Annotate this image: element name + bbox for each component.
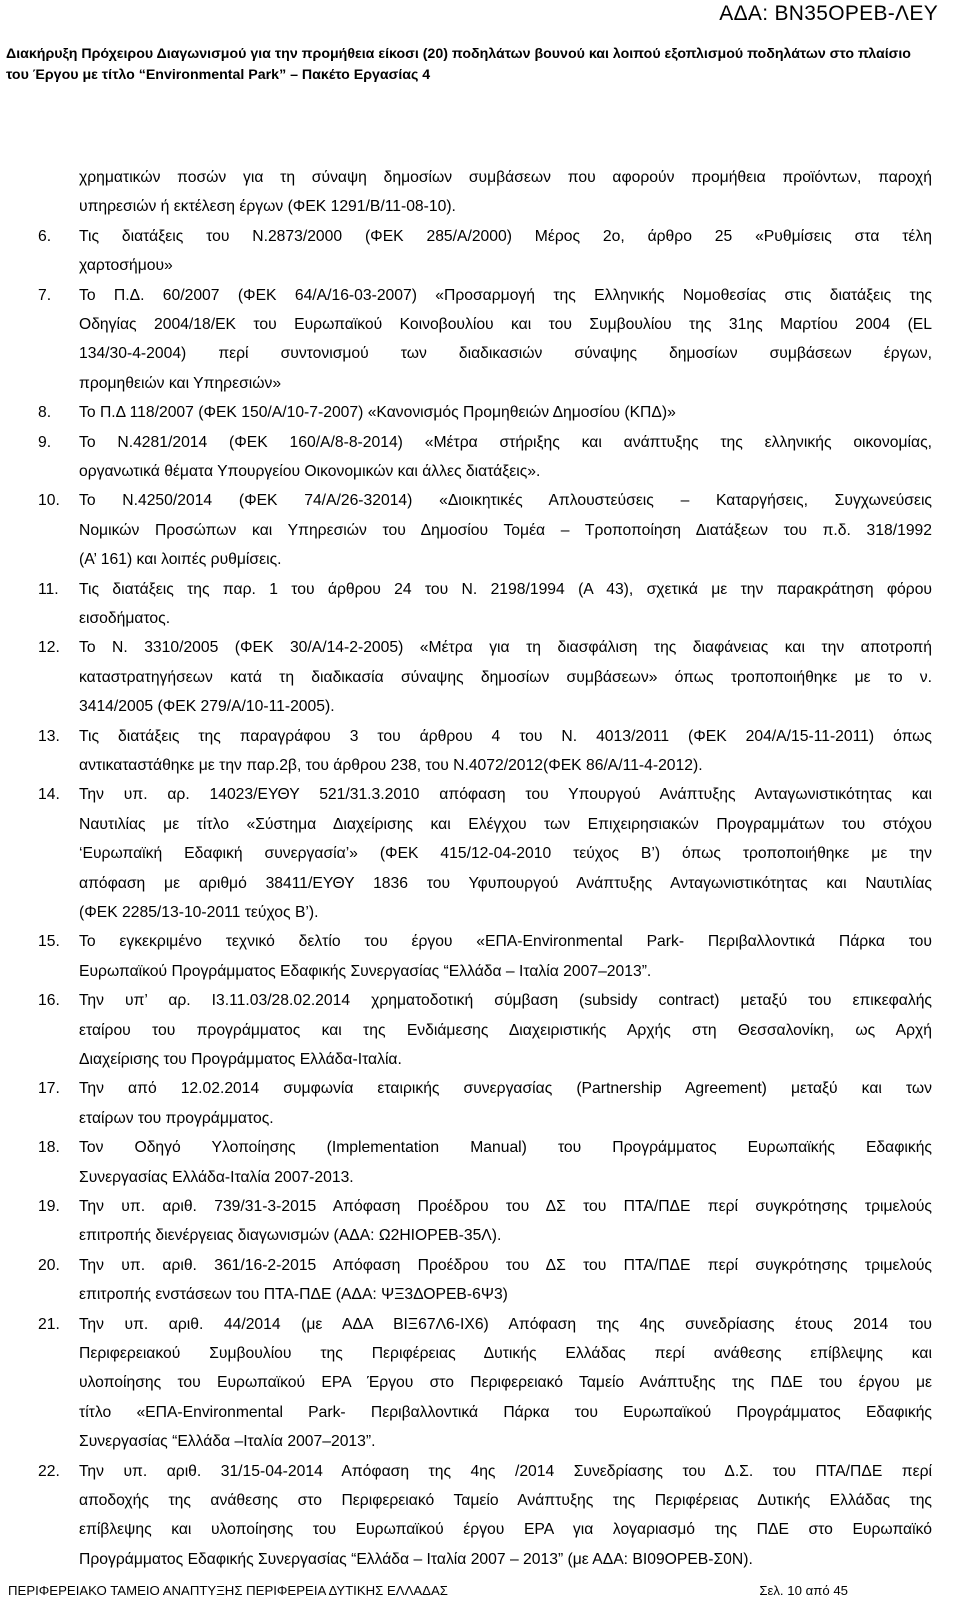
list-item-line: απόφαση με αριθμό 38411/ΕΥΘΥ 1836 του Υφυπουργού Ανάπτυξης Ανταγωνιστικότητας και Ναυτιλίας: [79, 874, 932, 892]
list-item-line: Την υπ. αρ. 14023/ΕΥΘΥ 521/31.3.2010 απόφαση του Υπουργού Ανάπτυξης Ανταγωνιστικότητας και: [79, 786, 932, 804]
list-item: [79, 1133, 932, 1192]
list-item-number: 16.: [38, 992, 60, 1010]
list-item-number: 7.: [38, 286, 52, 304]
list-item: [79, 1192, 932, 1251]
list-item-line: 134/30-4-2004) περί συντονισμού των διαδικασιών σύναψης δημοσίων συμβάσεων έργων,: [79, 345, 932, 363]
list-item-line: Τις διατάξεις της παρ. 1 του άρθρου 24 του Ν. 2198/1994 (Α 43), σχετικά με την παρακράτηση φόρου: [79, 580, 932, 598]
list-item-line: Οδηγίας 2004/18/ΕΚ του Ευρωπαϊκού Κοινοβουλίου και του Συμβουλίου της 31ης Μαρτίου 2004 (EL: [79, 315, 932, 333]
list-item: [79, 575, 932, 634]
list-item-line: Νομικών Προσώπων και Υπηρεσιών του Δημοσίου Τομέα – Τροποποίηση Διατάξεων του π.δ. 318/1992: [79, 521, 932, 539]
list-item-number: 9.: [38, 433, 52, 451]
list-item-number: 22.: [38, 1462, 60, 1480]
list-item-line: επίβλεψης και υλοποίησης του Ευρωπαϊκού έργου ΕΡΑ για λογαριασμό της ΠΔΕ στο Ευρωπαϊκό: [79, 1521, 932, 1539]
list-item-number: 15.: [38, 933, 60, 951]
list-item-number: 8.: [38, 404, 52, 422]
list-item-line: Την υπ. αριθ. 361/16-2-2015 Απόφαση Προέδρου του ΔΣ του ΠΤΑ/ΠΔΕ περί συγκρότησης τριμελούς: [79, 1256, 932, 1274]
list-item-line: 3414/2005 (ΦΕΚ 279/Α/10-11-2005).: [79, 698, 335, 716]
list-item-line: Προγράμματος Εδαφικής Συνεργασίας “Ελλάδα – Ιταλία 2007 – 2013” (με ΑΔΑ: ΒΙ09ΟΡΕΒ-Σ0Ν).: [79, 1550, 753, 1568]
list-item-line: Την από 12.02.2014 συμφωνία εταιρικής συνεργασίας (Partnership Agreement) μεταξύ και των: [79, 1080, 932, 1098]
list-item: [79, 780, 932, 927]
list-item: [79, 633, 932, 721]
list-item-line: εταίρου του προγράμματος και της Ενδιάμεσης Διαχειριστικής Αρχής στη Θεσσαλονίκη, ως Αρχή: [79, 1021, 932, 1039]
list-item-number: 20.: [38, 1256, 60, 1274]
list-item-line: εταίρων του προγράμματος.: [79, 1109, 274, 1127]
list-item-line: Το Ν. 3310/2005 (ΦΕΚ 30/Α/14-2-2005) «Μέτρα για τη διασφάλιση της διαφάνειας και την αποτροπή: [79, 639, 932, 657]
list-item-line: ‘Ευρωπαϊκή Εδαφική συνεργασία’» (ΦΕΚ 415/12-04-2010 τεύχος Β’) όπως τροποποιήθηκε με την: [79, 845, 932, 863]
list-item-line: Ευρωπαϊκού Προγράμματος Εδαφικής Συνεργασίας “Ελλάδα – Ιταλία 2007–2013”.: [79, 962, 652, 980]
list-item-number: 10.: [38, 492, 60, 510]
list-item: [79, 428, 932, 487]
list-item-number: 13.: [38, 727, 60, 745]
list-item: [79, 222, 932, 281]
list-item-line: Ναυτιλίας με τίτλο «Σύστημα Διαχείρισης και Ελέγχου των Επιχειρησιακών Προγραμμάτων του στόχου: [79, 815, 932, 833]
list-item-line: Την υπ. αριθ. 44/2014 (με ΑΔΑ ΒΙΞ67Λ6-ΙΧ6) Απόφαση της 4ης συνεδρίασης έτους 2014 του: [79, 1315, 932, 1333]
list-item: [79, 927, 932, 986]
list-item: [79, 1457, 932, 1575]
list-item-line: Την υπ. αριθ. 739/31-3-2015 Απόφαση Προέδρου του ΔΣ του ΠΤΑ/ΠΔΕ περί συγκρότησης τριμελούς: [79, 1198, 932, 1215]
header-line-1: Διακήρυξη Πρόχειρου Διαγωνισμού για την προμήθεια είκοσι (20) ποδηλάτων βουνού και λοιπού εξοπλισμού ποδηλάτων στο πλαίσιο: [6, 46, 911, 62]
list-item-line: υλοποίησης του Ευρωπαϊκού ΕΡΑ Έργου στο Περιφερειακό Ταμείο Ανάπτυξης της ΠΔΕ του έργου με: [79, 1374, 932, 1392]
list-item-line: Το Ν.4281/2014 (ΦΕΚ 160/Α/8-8-2014) «Μέτρα στήριξης και ανάπτυξης της ελληνικής οικονομίας,: [79, 433, 932, 451]
header-line-2: του Έργου με τίτλο “Environmental Park” – Πακέτο Εργασίας 4: [6, 67, 431, 83]
list-item: [79, 486, 932, 574]
ada-code: ΑΔΑ: ΒΝ35ΟΡΕΒ-ΛΕΥ: [719, 2, 938, 25]
list-item: [79, 986, 932, 1074]
list-item-line: εισοδήματος.: [79, 609, 171, 627]
list-item-line: Το Ν.4250/2014 (ΦΕΚ 74/Α/26-32014) «Διοικητικές Απλουστεύσεις – Καταργήσεις, Συγχωνεύσεις: [79, 492, 932, 510]
list-item-number: 6.: [38, 227, 52, 245]
list-item-line: Περιφερειακού Συμβουλίου της Περιφέρειας Δυτικής Ελλάδας περί ανάθεσης επίβλεψης και: [79, 1344, 932, 1362]
footer-organization: ΠΕΡΙΦΕΡΕΙΑΚΟ ΤΑΜΕΙΟ ΑΝΑΠΤΥΞΗΣ ΠΕΡΙΦΕΡΕΙΑ ΔΥΤΙΚΗΣ ΕΛΛΑΔΑΣ: [8, 1583, 448, 1598]
list-item-number: 12.: [38, 639, 60, 657]
list-item: [79, 722, 932, 781]
list-item-line: (Α’ 161) και λοιπές ρυθμίσεις.: [79, 551, 282, 569]
list-item-number: 21.: [38, 1315, 60, 1333]
list-item-line: (ΦΕΚ 2285/13-10-2011 τεύχος Β’).: [79, 903, 319, 921]
list-item-line: αντικαταστάθηκε με την παρ.2β, του άρθρου 238, του Ν.4072/2012(ΦΕΚ 86/Α/11-4-2012).: [79, 756, 703, 774]
list-item-line: Συνεργασίας “Ελλάδα –Ιταλία 2007–2013”.: [79, 1433, 376, 1451]
list-item-number: 17.: [38, 1080, 60, 1098]
list-item-line: αποδοχής της ανάθεσης στο Περιφερειακό Ταμείο Ανάπτυξης της Περιφέρειας Δυτικής Ελλάδας της: [79, 1491, 932, 1509]
list-item-line: Την υπ’ αρ. Ι3.11.03/28.02.2014 χρηματοδοτική σύμβαση (subsidy contract) μεταξύ του επικεφαλής: [79, 992, 932, 1010]
list-item: [79, 1310, 932, 1457]
list-item: [79, 163, 932, 222]
list-item-line: Τον Οδηγό Υλοποίησης (Implementation Manual) του Προγράμματος Ευρωπαϊκής Εδαφικής: [79, 1139, 932, 1157]
page-number: Σελ. 10 από 45: [759, 1583, 848, 1598]
list-item: [79, 1074, 932, 1133]
list-item-line: Τις διατάξεις της παραγράφου 3 του άρθρου 4 του Ν. 4013/2011 (ΦΕΚ 204/Α/15-11-2011) όπως: [79, 727, 932, 745]
list-item-line: καταστρατηγήσεων κατά τη διαδικασία σύναψης δημοσίων συμβάσεων» όπως τροποποιήθηκε με το ν.: [79, 668, 932, 686]
list-item: [79, 398, 932, 427]
list-item: [79, 281, 932, 399]
list-item-line: Το Π.Δ. 60/2007 (ΦΕΚ 64/Α/16-03-2007) «Προσαρμογή της Ελληνικής Νομοθεσίας στις διατάξεις της: [79, 286, 932, 304]
list-item-number: 19.: [38, 1198, 60, 1215]
list-item-number: 14.: [38, 786, 60, 804]
list-item-number: 11.: [38, 580, 59, 598]
list-item-line: Συνεργασίας Ελλάδα-Ιταλία 2007-2013.: [79, 1168, 354, 1186]
list-item-line: τίτλο «ΕΠΑ-Environmental Park- Περιβαλλοντικά Πάρκα του Ευρωπαϊκού Προγράμματος Εδαφικής: [79, 1403, 932, 1421]
list-item-line: χρηματικών ποσών για τη σύναψη δημοσίων συμβάσεων που αφορούν προμήθεια προϊόντων, παροχή: [79, 169, 932, 186]
list-item-line: οργανωτικά θέματα Υπουργείου Οικονομικών και άλλες διατάξεις».: [79, 462, 541, 480]
list-item-line: επιτροπής ενστάσεων του ΠΤΑ-ΠΔΕ (ΑΔΑ: ΨΞ3ΔΟΡΕΒ-6Ψ3): [79, 1286, 508, 1304]
list-item: [79, 1251, 932, 1310]
list-item-number: 18.: [38, 1139, 60, 1157]
list-item-line: Το εγκεκριμένο τεχνικό δελτίο του έργου «ΕΠΑ-Environmental Park- Περιβαλλοντικά Πάρκα του: [79, 933, 932, 951]
list-item-line: Την υπ. αριθ. 31/15-04-2014 Απόφαση της 4ης /2014 Συνεδρίασης του Δ.Σ. του ΠΤΑ/ΠΔΕ περί: [79, 1462, 932, 1480]
list-item-line: χαρτοσήμου»: [79, 257, 173, 275]
list-item-line: Διαχείρισης του Προγράμματος Ελλάδα-Ιταλία.: [79, 1050, 402, 1068]
document-header: [6, 44, 952, 86]
list-item-line: Τις διατάξεις του Ν.2873/2000 (ΦΕΚ 285/Α/2000) Μέρος 2ο, άρθρο 25 «Ρυθμίσεις στα τέλη: [79, 227, 932, 245]
list-item-line: προμηθειών και Υπηρεσιών»: [79, 374, 282, 392]
list-item-line: υπηρεσιών ή εκτέλεση έργων (ΦΕΚ 1291/Β/11-08-10).: [79, 198, 456, 216]
list-item-line: Το Π.Δ 118/2007 (ΦΕΚ 150/Α/10-7-2007) «Κανονισμός Προμηθειών Δημοσίου (ΚΠΔ)»: [79, 404, 676, 422]
list-item-line: επιτροπής διενέργειας διαγωνισμών (ΑΔΑ: Ω2ΗΙΟΡΕΒ-35Λ).: [79, 1227, 502, 1245]
